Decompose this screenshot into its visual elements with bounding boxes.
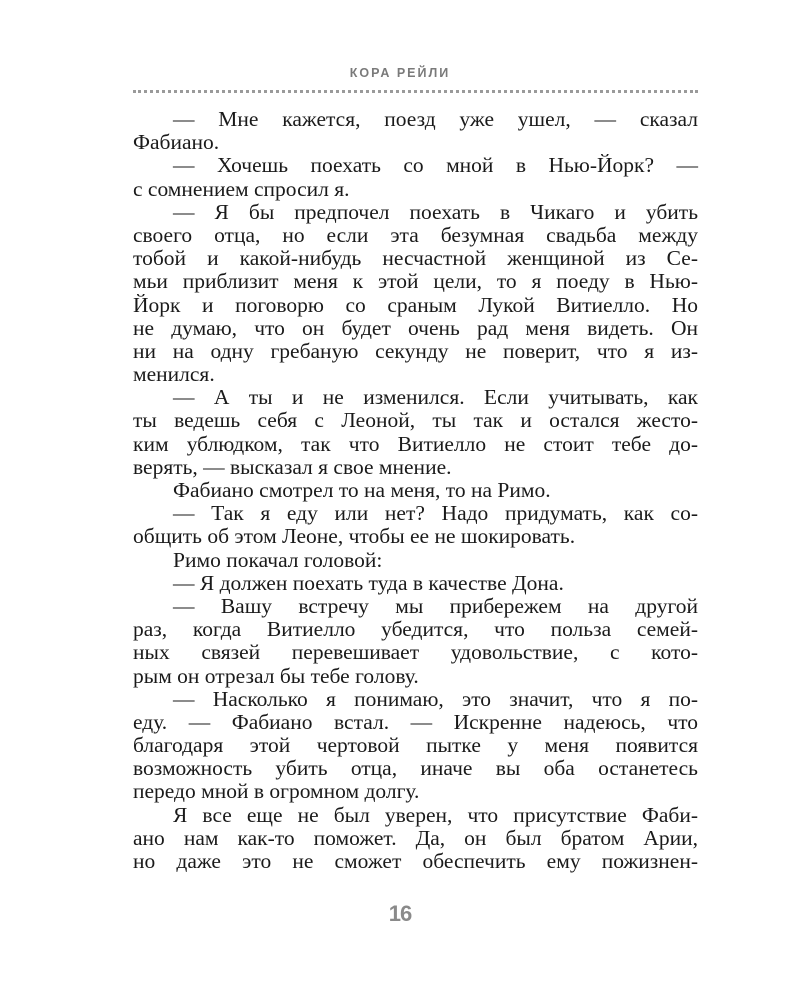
text-line: — Мне кажется, поезд уже ушел, — сказал	[173, 107, 698, 131]
text-line: общить об этом Леоне, чтобы ее не шокировать.	[133, 524, 576, 549]
header-divider	[133, 90, 698, 93]
text-line: Фабиано.	[133, 130, 220, 155]
text-line: — Я должен поехать туда в качестве Дона.	[173, 570, 564, 595]
text-line: — А ты и не изменился. Если учитывать, как	[173, 385, 698, 410]
text-line: — Так я еду или нет? Надо придумать, как со-	[173, 501, 698, 526]
text-line: Фабиано смотрел то на меня, то на Римо.	[173, 478, 551, 502]
page-number: 16	[388, 901, 412, 926]
text-line: ано нам как-то поможет. Да, он был братом Арии,	[133, 825, 698, 850]
text-line: но даже это не сможет обеспечить ему пожизнен-	[133, 849, 698, 873]
text-line: возможность убить отца, иначе вы оба останетесь	[133, 756, 698, 781]
text-line: — Я бы предпочел поехать в Чикаго и убить	[173, 199, 698, 224]
text-line: еду. — Фабиано встал. — Искренне надеюсь, что	[133, 709, 698, 734]
text-line: ни на одну гребаную секунду не поверит, что я из-	[133, 338, 698, 363]
text-line: менился.	[133, 362, 215, 387]
text-line: мьи приблизит меня к этой цели, то я поеду в Нью-	[133, 269, 698, 294]
text-line: Римо покачал головой:	[173, 547, 383, 572]
text-line: тобой и какой-нибудь несчастной женщиной из Се-	[133, 246, 698, 271]
text-line: своего отца, но если эта безумная свадьба между	[133, 222, 698, 247]
text-line: — Насколько я понимаю, это значит, что я по-	[173, 686, 698, 711]
body-text	[133, 108, 698, 873]
text-line: благодаря этой чертовой пытке у меня появится	[133, 733, 698, 758]
text-line: не думаю, что он будет очень рад меня видеть. Он	[133, 315, 698, 340]
text-line: ким ублюдком, так что Витиелло не стоит тебе до-	[133, 431, 698, 456]
text-line: — Вашу встречу мы прибережем на другой	[173, 593, 698, 618]
text-line: — Хочешь поехать со мной в Нью-Йорк? —	[173, 153, 698, 178]
text-line: верять, — высказал я свое мнение.	[133, 454, 452, 479]
running-header: КОРА РЕЙЛИ	[349, 66, 451, 80]
text-line: ных связей перевешивает удовольствие, с кото-	[133, 640, 698, 665]
text-line: передо мной в огромном долгу.	[133, 779, 420, 804]
text-line: Йорк и поговорю со сраным Лукой Витиелло. Но	[133, 292, 698, 317]
text-line: раз, когда Витиелло убедится, что польза семей-	[133, 617, 698, 642]
text-line: с сомнением спросил я.	[133, 176, 350, 201]
text-line: рым он отрезал бы тебе голову.	[133, 663, 419, 688]
text-line: ты ведешь себя с Леоной, ты так и остался жесто-	[133, 408, 698, 433]
text-line: Я все еще не был уверен, что присутствие Фаби-	[173, 802, 698, 827]
